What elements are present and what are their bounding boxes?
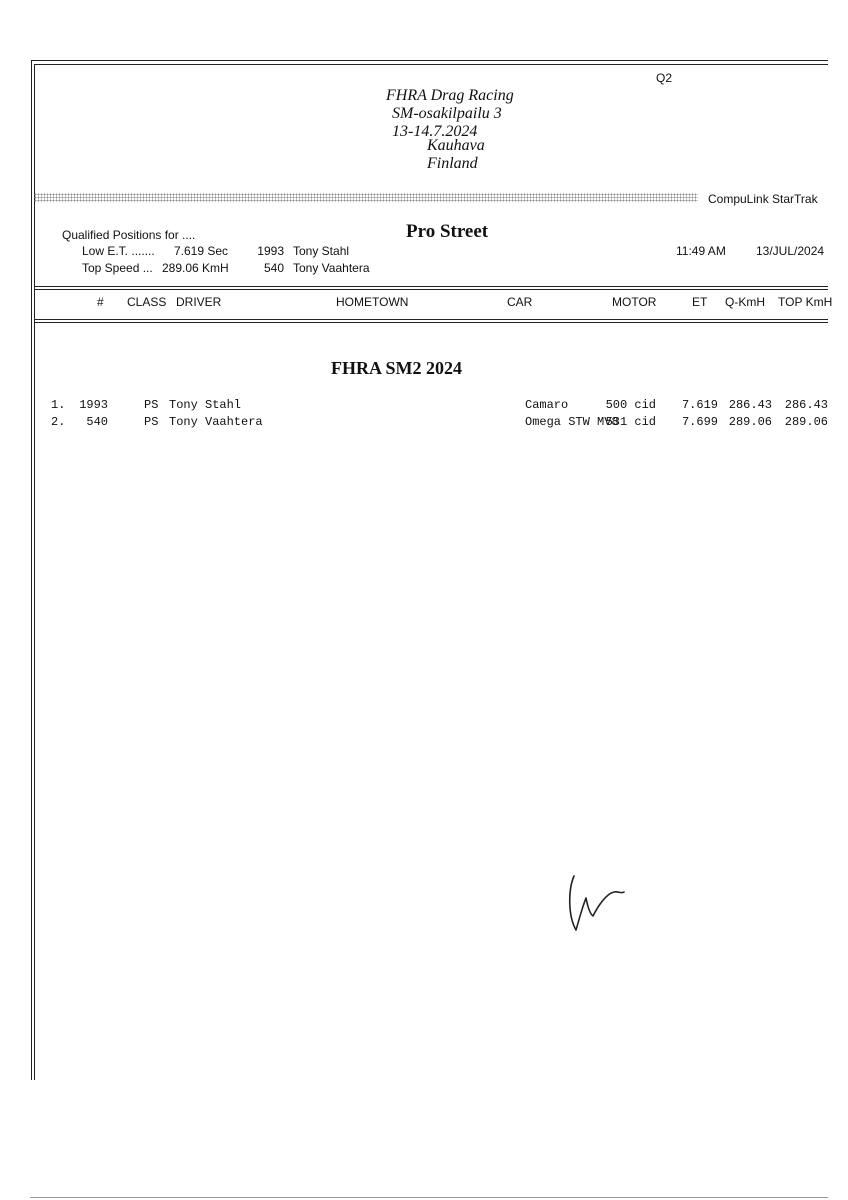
low-et-value: 7.619 Sec <box>174 244 229 258</box>
event-line-4: Kauhava <box>427 137 485 154</box>
header-rule-bottom-2 <box>34 322 828 323</box>
system-label: CompuLink StarTrak <box>708 192 818 206</box>
event-line-3: 13-14.7.2024 <box>392 123 478 140</box>
section-title: FHRA SM2 2024 <box>331 358 463 378</box>
event-line-5: Finland <box>427 155 478 172</box>
row-qkmh: 289.06 <box>728 415 772 429</box>
row-driver: Tony Stahl <box>169 398 242 412</box>
row-car-number: 540 <box>86 415 108 429</box>
row-class: PS <box>144 415 159 429</box>
row-et: 7.619 <box>681 398 718 412</box>
row-top-kmh: 286.43 <box>784 398 828 412</box>
dotted-divider <box>34 193 698 202</box>
report-time: 11:49 AM <box>676 244 726 258</box>
col-class: CLASS <box>127 295 167 309</box>
row-driver: Tony Vaahtera <box>169 415 263 429</box>
report-date: 13/JUL/2024 <box>756 244 825 258</box>
row-position: 2. <box>51 415 66 429</box>
col-top-kmh: TOP KmH <box>778 295 833 309</box>
row-et: 7.699 <box>681 415 718 429</box>
row-car-number: 1993 <box>79 398 108 412</box>
header-rule-top <box>34 286 828 287</box>
col-motor: MOTOR <box>612 295 657 309</box>
event-line-1: FHRA Drag Racing <box>386 87 514 104</box>
top-border-line-inner <box>34 64 828 65</box>
row-motor: 531 cid <box>605 415 656 429</box>
round-label: Q2 <box>656 71 673 85</box>
qualified-label: Qualified Positions for .... <box>62 228 196 242</box>
col-number: # <box>97 295 104 309</box>
row-top-kmh: 289.06 <box>784 415 828 429</box>
col-hometown: HOMETOWN <box>336 295 409 309</box>
row-class: PS <box>144 398 159 412</box>
row-car: Omega STW MV8 <box>525 415 619 429</box>
col-driver: DRIVER <box>176 295 222 309</box>
event-line-2: SM-osakilpailu 3 <box>392 105 502 122</box>
top-speed-label: Top Speed ... <box>82 261 153 275</box>
bottom-line <box>30 1197 828 1198</box>
left-border-line <box>31 60 32 1080</box>
col-qkmh: Q-KmH <box>725 295 765 309</box>
row-car: Camaro <box>525 398 569 412</box>
class-title: Pro Street <box>406 221 489 242</box>
col-car: CAR <box>507 295 533 309</box>
low-et-label: Low E.T. ....... <box>82 244 155 258</box>
top-border-line <box>31 60 828 61</box>
row-qkmh: 286.43 <box>728 398 772 412</box>
row-motor: 500 cid <box>605 398 656 412</box>
top-speed-value: 289.06 KmH <box>162 261 229 275</box>
top-speed-number: 540 <box>263 261 284 275</box>
header-rule-bottom <box>34 319 828 320</box>
low-et-driver: Tony Stahl <box>293 244 350 258</box>
signature-mark <box>560 868 640 938</box>
low-et-number: 1993 <box>257 244 284 258</box>
header-rule-top-2 <box>34 289 828 290</box>
top-speed-driver: Tony Vaahtera <box>293 261 370 275</box>
col-et: ET <box>692 295 708 309</box>
left-border-line-inner <box>34 64 35 1080</box>
row-position: 1. <box>51 398 66 412</box>
